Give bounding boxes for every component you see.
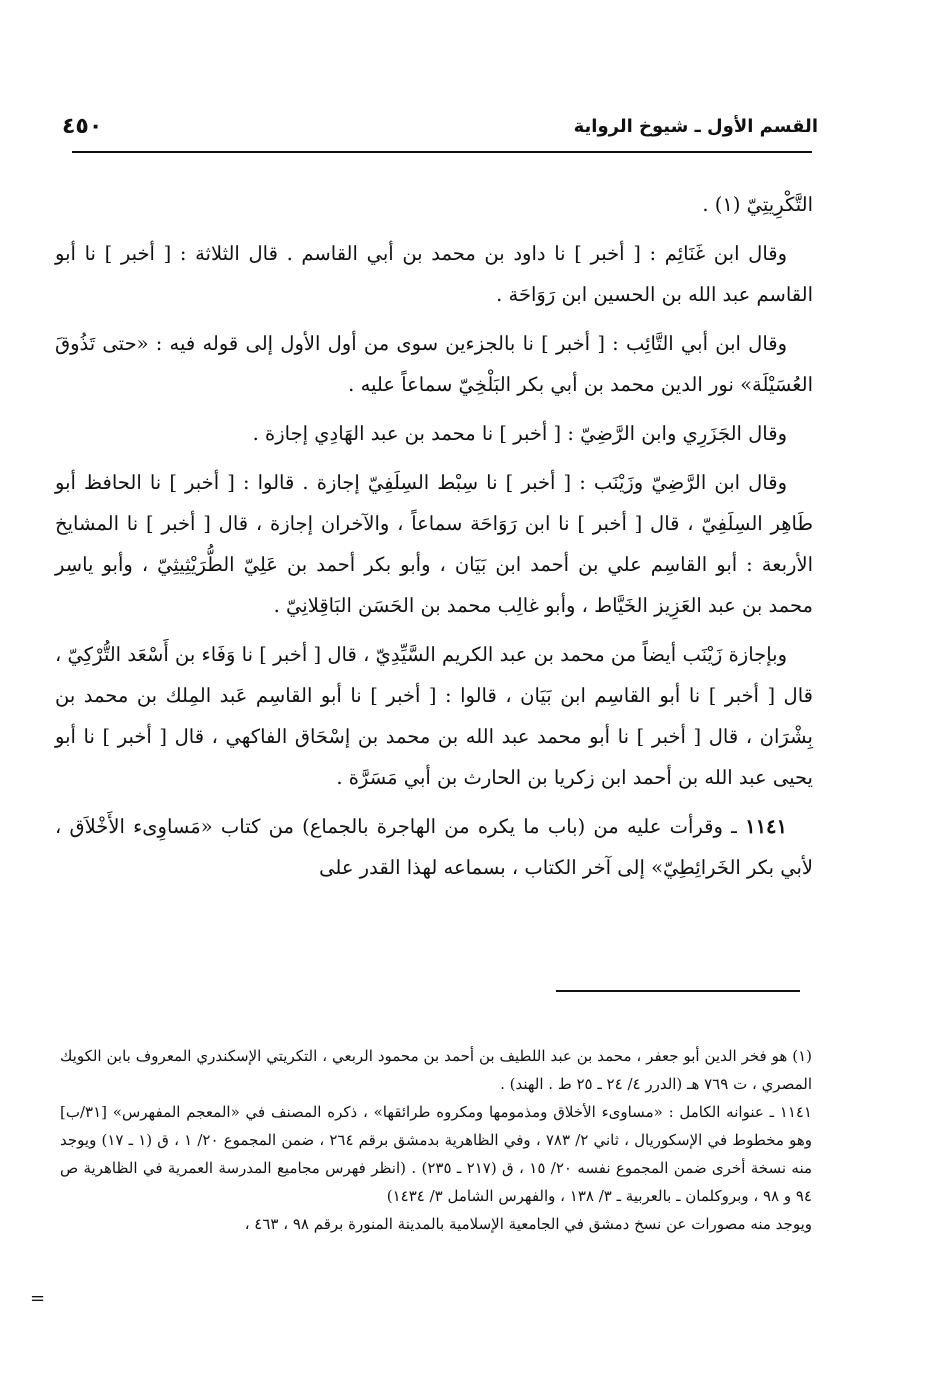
running-title: القسم الأول ـ شيوخ الرواية: [573, 115, 818, 137]
footnote: ويوجد منه مصورات عن نسخ دمشق في الجامعية الإسلامية بالمدينة المنورة برقم ٩٨ ، ٤٦٣ ،: [244, 1215, 812, 1233]
paragraph-text: ـ وقرأت عليه من (باب ما يكره من الهاجرة بالجماع) من كتاب «مَساوِىء الأَخْلاَق ، لأبي بكر الخَرائِطِيّ» إلى آخر الكتاب ، بسماعه لهذا القدر على: [55, 815, 813, 879]
footnote: (١) هو فخر الدين أبو جعفر ، محمد بن عبد اللطيف بن أحمد بن محمود الربعي ، التكريتي الإسكندري المعروف بابن الكويك المصري ، ت ٧٦٩ هـ (الدرر ٤/ ٢٤ ـ ٢٥ ط . الهند) .: [60, 1047, 812, 1093]
paragraph: [55, 323, 813, 405]
paragraph: [55, 462, 813, 626]
header-rule: [72, 151, 812, 153]
paragraph: [55, 634, 813, 798]
footnote: ١١٤١ ـ عنوانه الكامل : «مساوىء الأخلاق ومذمومها ومكروه طرائقها» ، ذكره المصنف في «المعجم المفهرس» [٣١/ب] وهو مخطوط في الإسكوريال ، ثاني ٢/ ٧٨٣ ، وفي الظاهرية بدمشق برقم ٢٦٤ ، ضمن المجموع ٢٠/ ١ ، ق (١ ـ ١٧) ويوجد منه نسخة أخرى ضمن المجموع نفسه ٢٠/ ١٥ ، ق (٢١٧ ـ ٢٣٥) . (انظر فهرس مجاميع المدرسة العمرية في الظاهرية ص ٩٤ و ٩٨ ، وبروكلمان ـ بالعربية ـ ٣/ ١٣٨ ، والفهرس الشامل ٣/ ١٤٣٤): [60, 1103, 813, 1205]
paragraph-text: وبإجازة زَيْنَب أيضاً من محمد بن عبد الكريم السَّيِّدِيّ ، قال [ أخبر ] نا وَفَاء بن أَسْعَد التُّرْكِيّ ، قال [ أخبر ] نا أبو القاسِم ابن بَيَان ، قالوا : [ أخبر ] نا أبو القاسِم عَبد المِلك بن محمد بن بِشْرَان ، قال [ أخبر ] نا أبو محمد عبد الله بن محمد بن إسْحَاق الفاكهي ، قال [ أخبر ] نا أبو يحيى عبد الله بن أحمد ابن زكريا بن الحارث بن أبي مَسَرَّة .: [55, 643, 813, 789]
paragraph: [55, 233, 813, 315]
entry-number: ١١٤١: [745, 815, 787, 838]
footnotes: [60, 1042, 812, 1238]
main-text: [55, 184, 813, 896]
paragraph-text: وقال الجَزَرِي وابن الرَّضِيّ : [ أخبر ] نا محمد بن عبد الهَادِي إجازة .: [252, 422, 787, 445]
paragraph: [55, 413, 813, 454]
footnote-rule: [556, 990, 800, 992]
paragraph-text: وقال ابن غَنَائِم : [ أخبر ] نا داود بن محمد بن أبي القاسم . قال الثلاثة : [ أخبر ] نا أبو القاسم عبد الله بن الحسين ابن رَوَاحَة .: [55, 242, 813, 306]
paragraph: [55, 184, 813, 225]
page-number: ٤٥٠: [62, 113, 103, 139]
page-header: [62, 108, 818, 144]
paragraph-text: وقال ابن الرَّضِيّ وزَيْنَب : [ أخبر ] نا سِبْط السِلَفِيّ إجازة . قالوا : [ أخبر ] نا الحافظ أبو طَاهِر السِلَفِيّ ، قال [ أخبر ] نا ابن رَوَاحَة سماعاً ، والآخران إجازة ، قال [ أخبر ] نا المشايخ الأربعة : أبو القاسِم علي بن أحمد ابن بَيَان ، وأبو بكر أحمد بن عَلِيّ الطُّرَيْثِيثِيّ ، وأبو ياسِر محمد بن عبد العَزِيز الخَيَّاط ، وأبو غالِب محمد بن الحَسَن البَاقِلانِيّ .: [55, 471, 813, 617]
paragraph-text: التَّكْرِيتِيّ (١) .: [702, 193, 813, 216]
continuation-mark: =: [30, 1288, 46, 1309]
paragraph: [55, 806, 813, 888]
paragraph-text: وقال ابن أبي التَّائِب : [ أخبر ] نا بالجزءين سوى من أول الأول إلى قوله فيه : «حتى تَذُوقَ العُسَيْلَة» نور الدين محمد بن أبي بكر البَلْخِيّ سماعاً عليه .: [55, 332, 813, 396]
